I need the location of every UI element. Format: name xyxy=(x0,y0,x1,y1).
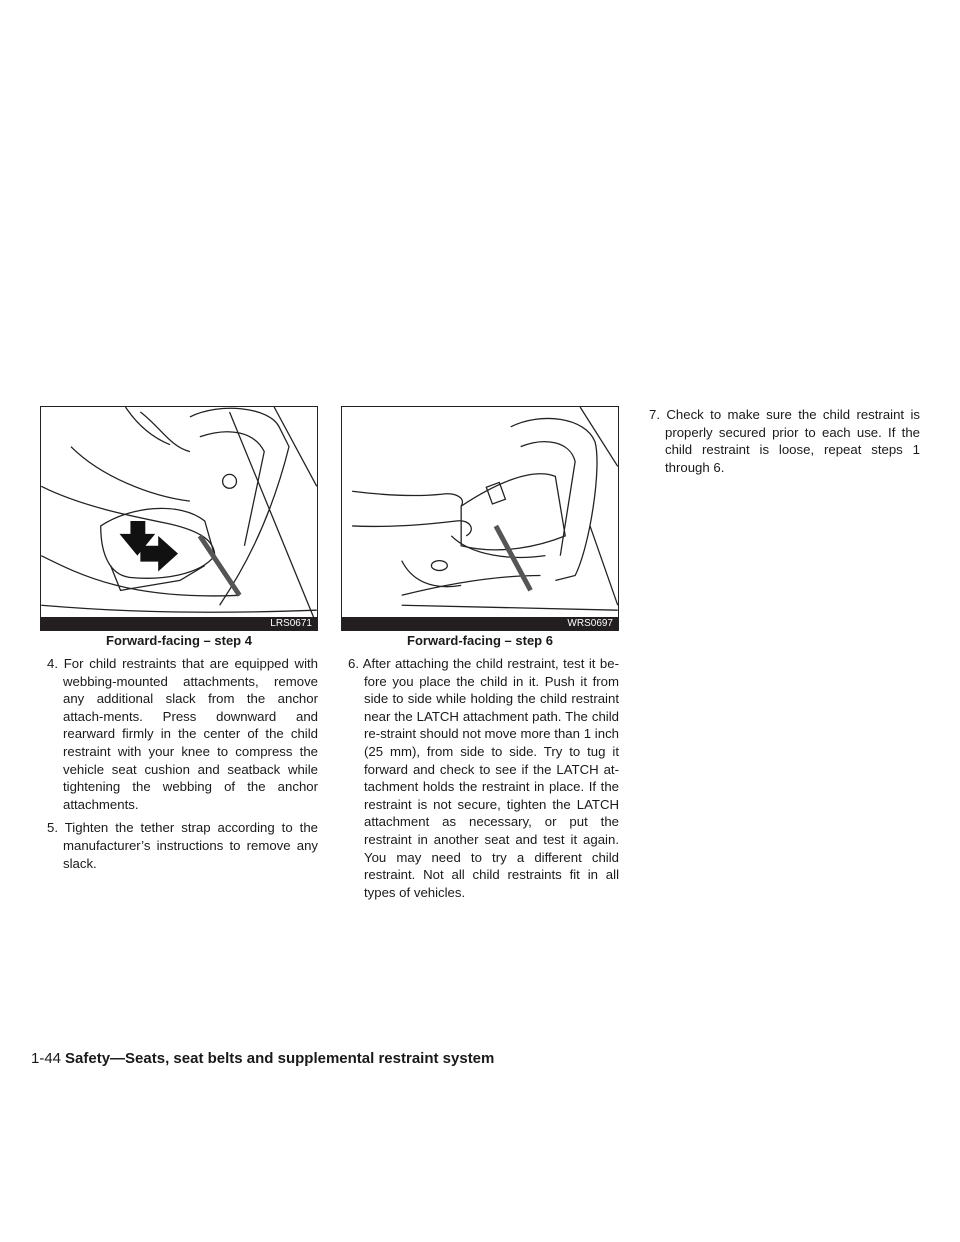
illustration-side-test xyxy=(342,407,618,630)
figure-caption: Forward-facing – step 4 xyxy=(106,633,252,648)
page-number: 1-44 xyxy=(31,1050,62,1067)
step-4-text: 4. For child restraints that are equipped with webbing-mounted attachments, remove any additional slack from the anchor attach-ments. Press downward and rearward firmly in the center of the child restraint with your knee to compress the vehicle seat cushion and seatback while tightening the webbing of the anchor attachments. xyxy=(47,656,318,812)
figure-step-4 xyxy=(40,406,318,631)
page-footer xyxy=(31,1049,494,1069)
step-6-text: 6. After attaching the child restraint, test it be-fore you place the child in it. Push it from side to side while holding the child restraint near the LATCH attachment path. The child re-straint should not move more than 1 inch (25 mm), from side to side. Try to tug it forward and check to see if the LATCH at-tachment holds the restraint in place. If the restraint is not secure, tighten the LATCH attachment as necessary, or put the restraint in another seat and test it again. You may need to try a different child restraint. Not all child restraints fit in all types of vehicles. xyxy=(348,656,619,900)
column-middle xyxy=(341,655,619,907)
section-title: Safety—Seats, seat belts and supplemental restraint system xyxy=(65,1050,495,1067)
illustration-knee-press xyxy=(41,407,317,630)
step-5-text: 5. Tighten the tether strap according to the manufacturer’s instructions to remove any slack. xyxy=(47,820,318,871)
column-left xyxy=(40,655,318,878)
figure-caption: Forward-facing – step 6 xyxy=(407,633,553,648)
figure-step-6 xyxy=(341,406,619,631)
figure-code: LRS0671 xyxy=(41,617,317,630)
step-7-text: 7. Check to make sure the child restraint is properly secured prior to each use. If the child restraint is loose, repeat steps 1 through 6. xyxy=(649,407,920,475)
figure-code: WRS0697 xyxy=(342,617,618,630)
column-right xyxy=(642,406,920,482)
